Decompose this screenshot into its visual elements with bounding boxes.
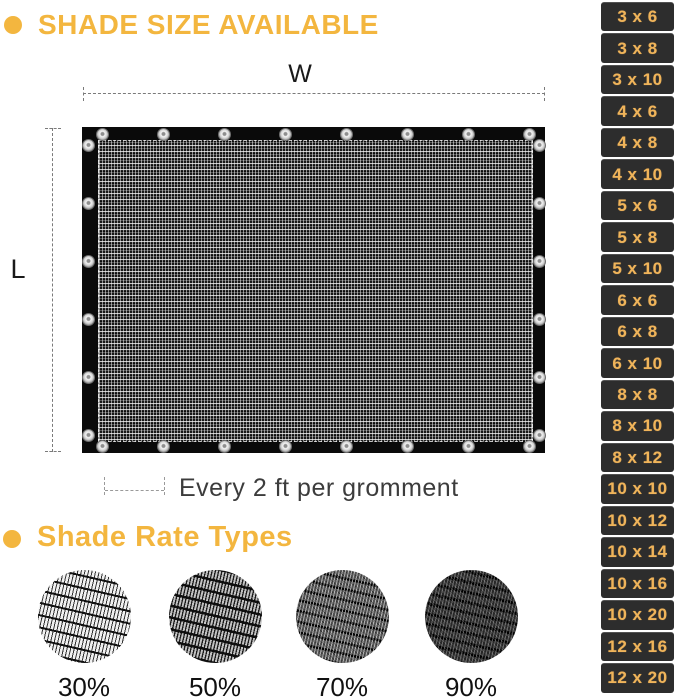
mesh-swatch-icon: [169, 570, 262, 663]
size-option: 10 x 10: [601, 474, 674, 503]
size-option: 5 x 6: [601, 191, 674, 220]
size-option: 5 x 10: [601, 254, 674, 283]
length-dimension-label: L: [10, 254, 26, 284]
grommet-icon: [82, 139, 95, 152]
grommet-icon: [157, 128, 170, 141]
grommet-icon: [533, 197, 546, 210]
size-option: 5 x 8: [601, 222, 674, 251]
shade-rate-samples: [0, 570, 600, 698]
grommet-spacing-bracket: [104, 477, 165, 495]
grommet-icon: [340, 128, 353, 141]
size-option: 10 x 20: [601, 600, 674, 629]
mesh-swatch-icon: [425, 570, 518, 663]
grommet-icon: [218, 440, 231, 453]
shade-mesh-texture: [98, 140, 533, 442]
grommet-icon: [279, 128, 292, 141]
size-option: 4 x 6: [601, 96, 674, 125]
grommet-icon: [96, 128, 109, 141]
shade-rate-label: 30%: [57, 672, 111, 698]
shade-net-diagram: [82, 127, 545, 453]
grommet-icon: [533, 313, 546, 326]
size-option: 12 x 16: [601, 632, 674, 661]
size-list: [601, 2, 674, 693]
shade-rate-sample: [32, 570, 136, 698]
size-option: 6 x 6: [601, 285, 674, 314]
bullet-icon: [3, 530, 21, 548]
size-option: 6 x 10: [601, 348, 674, 377]
grommet-icon: [462, 128, 475, 141]
size-option: 3 x 10: [601, 65, 674, 94]
shade-rate-sample: [419, 570, 523, 698]
grommet-icon: [523, 128, 536, 141]
section-title-shade-rate: Shade Rate Types: [37, 521, 293, 553]
grommet-icon: [157, 440, 170, 453]
grommet-icon: [82, 429, 95, 442]
shade-rate-label: 70%: [315, 672, 369, 698]
size-option: 8 x 10: [601, 411, 674, 440]
grommet-icon: [340, 440, 353, 453]
grommet-icon: [533, 429, 546, 442]
grommet-icon: [401, 440, 414, 453]
width-dimension-line: [83, 93, 545, 94]
size-option: 3 x 8: [601, 33, 674, 62]
length-dimension-line: [52, 128, 53, 452]
grommet-icon: [82, 197, 95, 210]
grommet-icon: [533, 139, 546, 152]
width-dimension-label: W: [288, 60, 312, 88]
size-option: 3 x 6: [601, 2, 674, 31]
section-title-shade-size: SHADE SIZE AVAILABLE: [38, 9, 379, 40]
size-option: 10 x 14: [601, 537, 674, 566]
grommet-icon: [82, 255, 95, 268]
grommet-icon: [523, 440, 536, 453]
shade-rate-sample: [290, 570, 394, 698]
grommet-note: Every 2 ft per gromment: [179, 474, 459, 502]
grommet-icon: [218, 128, 231, 141]
mesh-swatch-icon: [38, 570, 131, 663]
size-option: 4 x 10: [601, 159, 674, 188]
bullet-icon: [4, 16, 22, 34]
grommet-icon: [96, 440, 109, 453]
size-option: 10 x 16: [601, 569, 674, 598]
grommet-icon: [82, 313, 95, 326]
shade-rate-label: 90%: [444, 672, 498, 698]
grommet-icon: [533, 371, 546, 384]
grommet-icon: [279, 440, 292, 453]
grommet-icon: [82, 371, 95, 384]
size-option: 8 x 12: [601, 443, 674, 472]
size-option: 10 x 12: [601, 506, 674, 535]
size-option: 8 x 8: [601, 380, 674, 409]
size-option: 4 x 8: [601, 128, 674, 157]
size-option: 6 x 8: [601, 317, 674, 346]
mesh-swatch-icon: [296, 570, 389, 663]
grommet-icon: [533, 255, 546, 268]
shade-rate-label: 50%: [188, 672, 242, 698]
size-option: 12 x 20: [601, 663, 674, 692]
grommet-icon: [462, 440, 475, 453]
shade-rate-sample: [163, 570, 267, 698]
grommet-icon: [401, 128, 414, 141]
